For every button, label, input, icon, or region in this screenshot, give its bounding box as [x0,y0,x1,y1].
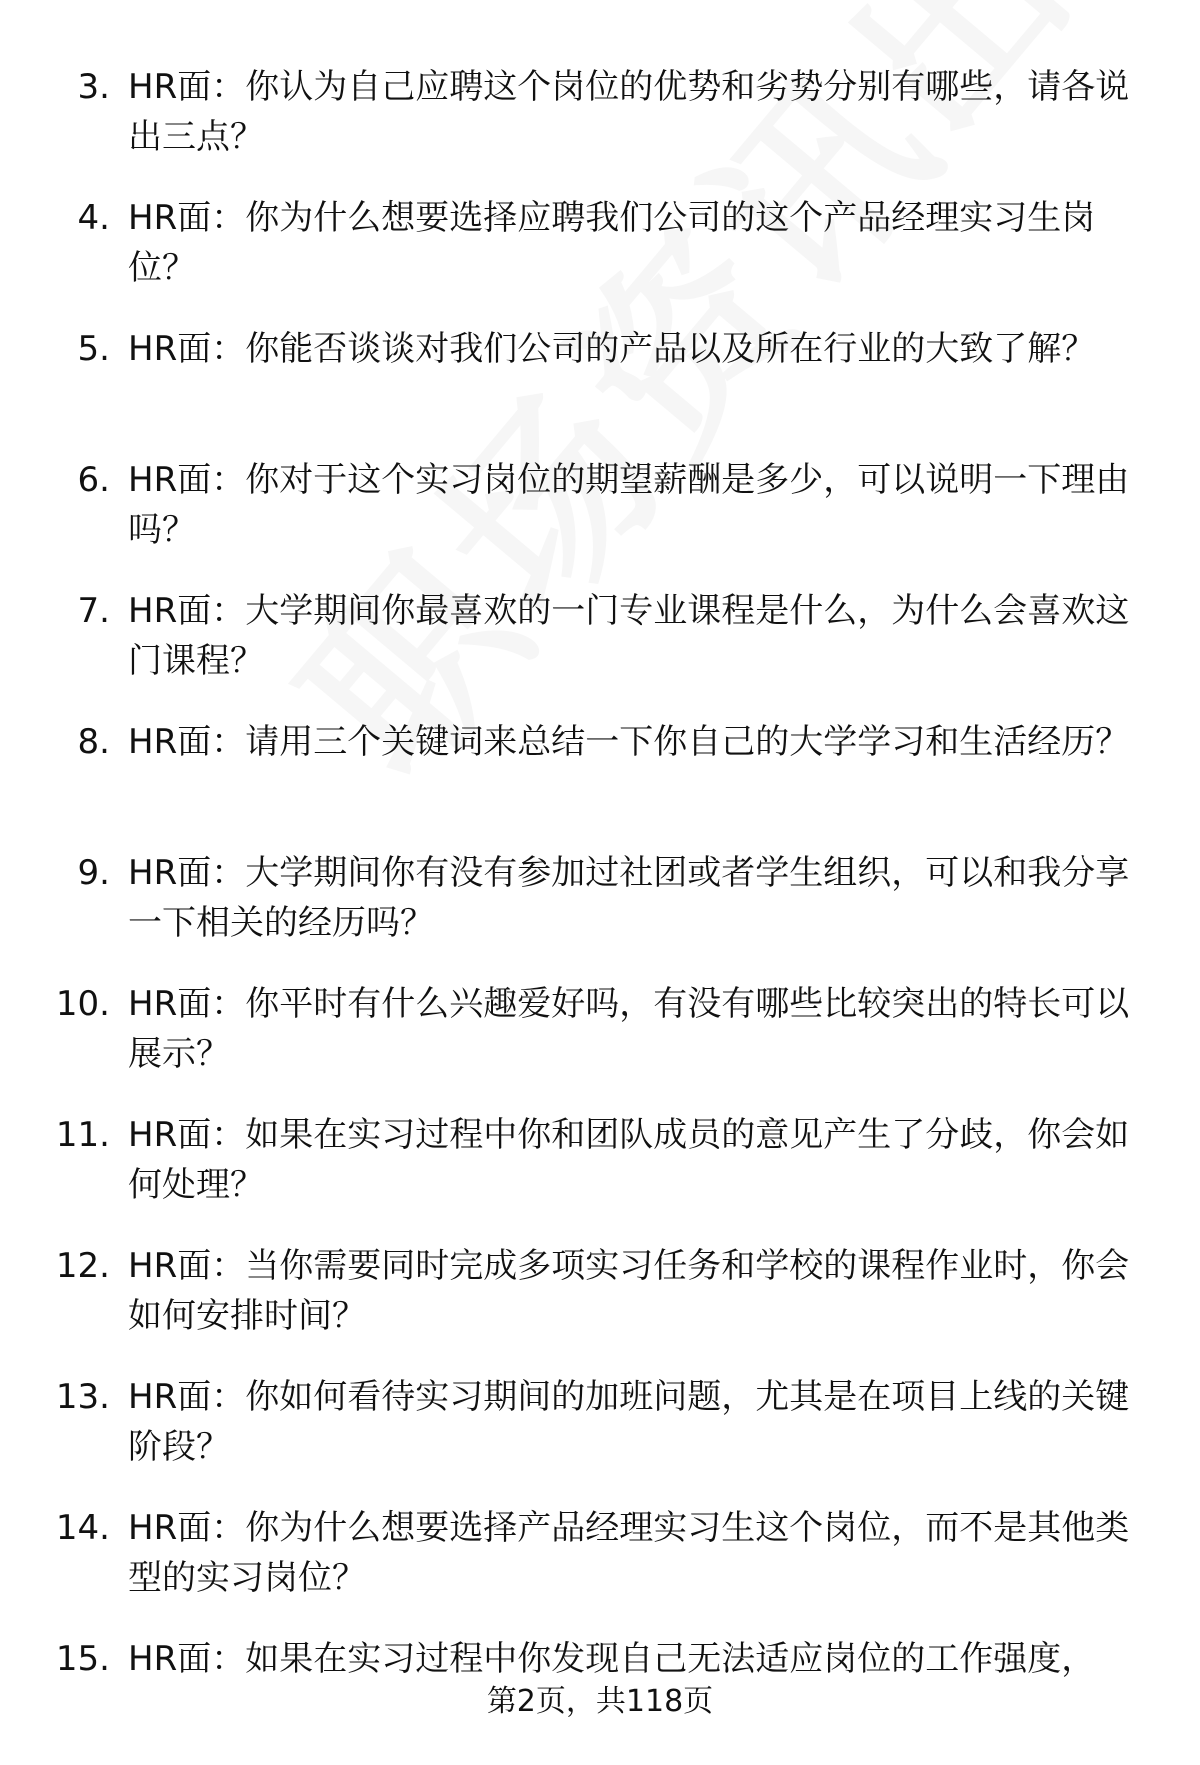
question-number: 13. [55,1377,110,1417]
question-text: HR面：如果在实习过程中你发现自己无法适应岗位的工作强度， [128,1639,1096,1679]
question-number: 12. [55,1246,110,1286]
question-text: HR面：如果在实习过程中你和团队成员的意见产生了分歧，你会如何处理？ [128,1115,1130,1205]
question-item [0,324,1200,455]
question-number: 14. [55,1508,110,1548]
question-list [0,62,1200,1765]
question-text: HR面：请用三个关键词来总结一下你自己的大学学习和生活经历？ [128,722,1130,762]
question-item [0,717,1200,848]
question-item [0,848,1200,979]
question-item [0,586,1200,717]
question-number: 4. [77,198,110,238]
question-number: 7. [77,591,110,631]
question-item [0,455,1200,586]
question-text: HR面：大学期间你最喜欢的一门专业课程是什么，为什么会喜欢这门课程？ [128,591,1130,681]
question-item [0,1372,1200,1503]
page-footer: 第2页，共118页 [486,1684,714,1719]
question-text: HR面：你对于这个实习岗位的期望薪酬是多少，可以说明一下理由吗？ [128,460,1130,550]
question-item [0,1110,1200,1241]
question-text: HR面：大学期间你有没有参加过社团或者学生组织，可以和我分享一下相关的经历吗？ [128,853,1130,943]
question-number: 5. [77,329,110,369]
question-text: HR面：你为什么想要选择应聘我们公司的这个产品经理实习生岗位？ [128,198,1096,288]
question-item [0,62,1200,193]
question-text: HR面：你如何看待实习期间的加班问题，尤其是在项目上线的关键阶段？ [128,1377,1130,1467]
question-text: HR面：你平时有什么兴趣爱好吗，有没有哪些比较突出的特长可以展示？ [128,984,1130,1074]
question-item [0,1241,1200,1372]
question-number: 11. [55,1115,110,1155]
question-item [0,979,1200,1110]
question-number: 9. [77,853,110,893]
question-number: 8. [77,722,110,762]
question-item [0,193,1200,324]
question-number: 15. [55,1639,110,1679]
question-number: 3. [77,67,110,107]
question-text: HR面：你为什么想要选择产品经理实习生这个岗位，而不是其他类型的实习岗位？ [128,1508,1130,1598]
question-number: 6. [77,460,110,500]
question-text: HR面：你能否谈谈对我们公司的产品以及所在行业的大致了解？ [128,329,1096,369]
question-number: 10. [55,984,110,1024]
question-text: HR面：当你需要同时完成多项实习任务和学校的课程作业时，你会如何安排时间？ [128,1246,1130,1336]
question-item [0,1503,1200,1634]
question-text: HR面：你认为自己应聘这个岗位的优势和劣势分别有哪些，请各说出三点？ [128,67,1130,157]
